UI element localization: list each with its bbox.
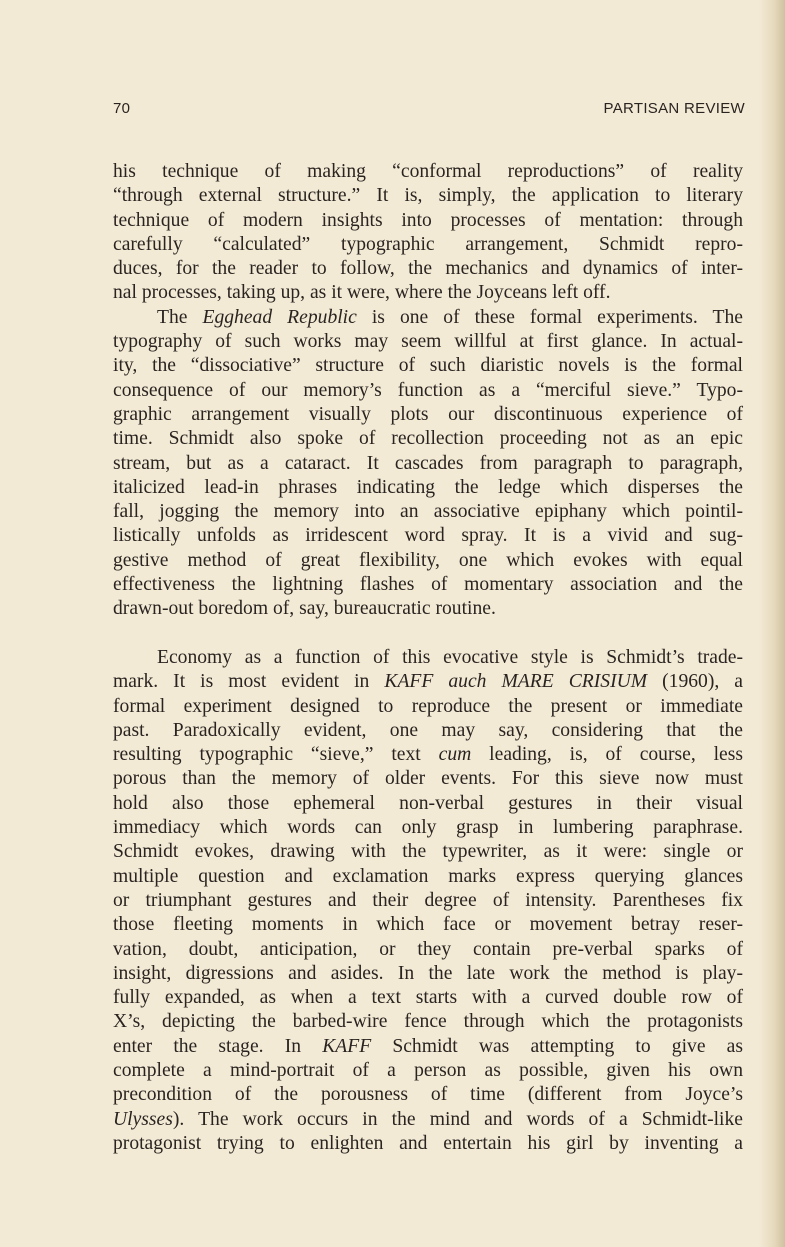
text-line: gestive method of great flexibility, one which evokes with equal [113, 549, 743, 571]
text-line: insight, digressions and asides. In the late work the method is play- [113, 962, 743, 984]
text-line: his technique of making “conformal reproductions” of reality [113, 161, 743, 182]
text-line: consequence of our memory’s function as a “merciful sieve.” Typo- [113, 379, 743, 401]
text-line: formal experiment designed to reproduce the present or immediate [113, 695, 743, 717]
text-line: Economy as a function of this evocative style is Schmidt’s trade- [157, 646, 743, 668]
italic-word: cum [438, 744, 472, 766]
text-line: Ulysses). The work occurs in the mind and words of a Schmidt-like [113, 1108, 743, 1130]
text-line: effectiveness the lightning flashes of momentary association and the [113, 574, 743, 596]
running-head: PARTISAN REVIEW [603, 100, 745, 117]
text-line: Schmidt evokes, drawing with the typewriter, as it were: single or [113, 841, 743, 863]
text-line: stream, but as a cataract. It cascades from paragraph to paragraph, [113, 452, 743, 474]
text-line: complete a mind-portrait of a person as possible, given his own [113, 1059, 743, 1081]
text-line: enter the stage. In KAFF Schmidt was attempting to give as [113, 1035, 743, 1057]
page-number: 70 [113, 100, 131, 117]
text-line: X’s, depicting the barbed-wire fence through which the protagonists [113, 1011, 743, 1033]
text-line: duces, for the reader to follow, the mechanics and dynamics of inter- [113, 258, 743, 280]
body-text [113, 160, 743, 1156]
text-line: mark. It is most evident in KAFF auch MARE CRISIUM (1960), a [113, 671, 743, 693]
text-line: italicized lead-in phrases indicating the ledge which disperses the [113, 476, 743, 498]
text-line: graphic arrangement visually plots our discontinuous experience of [113, 403, 743, 425]
text-line: ity, the “dissociative” structure of such diaristic novels is the formal [113, 355, 743, 377]
text-line: nal processes, taking up, as it were, where the Joyceans left off. [113, 282, 611, 304]
section-gap [113, 622, 743, 646]
italic-title: KAFF auch MARE CRISIUM [384, 671, 648, 693]
text-line: time. Schmidt also spoke of recollection proceeding not as an epic [113, 428, 743, 450]
text-line: porous than the memory of older events. For this sieve now must [113, 768, 743, 790]
text-line: precondition of the porousness of time (different from Joyce’s [113, 1084, 743, 1106]
text-line: drawn-out boredom of, say, bureaucratic routine. [113, 598, 496, 620]
text-line: fall, jogging the memory into an associative epiphany which pointil- [113, 501, 743, 523]
text-line: or triumphant gestures and their degree of intensity. Parentheses fix [113, 889, 743, 911]
italic-title: KAFF [322, 1035, 372, 1057]
text-line: The Egghead Republic is one of these formal experiments. The [157, 306, 743, 328]
text-line: immediacy which words can only grasp in lumbering paraphrase. [113, 817, 743, 839]
text-line: vation, doubt, anticipation, or they contain pre-verbal sparks of [113, 938, 743, 960]
text-line: technique of modern insights into processes of mentation: through [113, 209, 743, 231]
text-line: hold also those ephemeral non-verbal gestures in their visual [113, 792, 743, 814]
italic-title: Egghead Republic [202, 306, 357, 328]
text-line: multiple question and exclamation marks express querying glances [113, 865, 743, 887]
page-edge-shadow [759, 0, 785, 1247]
page-header [113, 100, 745, 124]
text-line: “through external structure.” It is, simply, the application to literary [113, 185, 743, 207]
text-line: those fleeting moments in which face or movement betray reser- [113, 914, 743, 936]
text-line: resulting typographic “sieve,” text cum leading, is, of course, less [113, 744, 744, 766]
text-line: protagonist trying to enlighten and entertain his girl by inventing a [113, 1132, 743, 1154]
text-line: past. Paradoxically evident, one may say, considering that the [113, 719, 743, 741]
text-line: carefully “calculated” typographic arrangement, Schmidt repro- [113, 233, 743, 255]
text-line: listically unfolds as irridescent word spray. It is a vivid and sug- [113, 525, 743, 547]
text-line: typography of such works may seem willful at first glance. In actual- [113, 331, 743, 353]
text-line: fully expanded, as when a text starts with a curved double row of [113, 987, 743, 1009]
italic-title: Ulysses [113, 1108, 173, 1130]
